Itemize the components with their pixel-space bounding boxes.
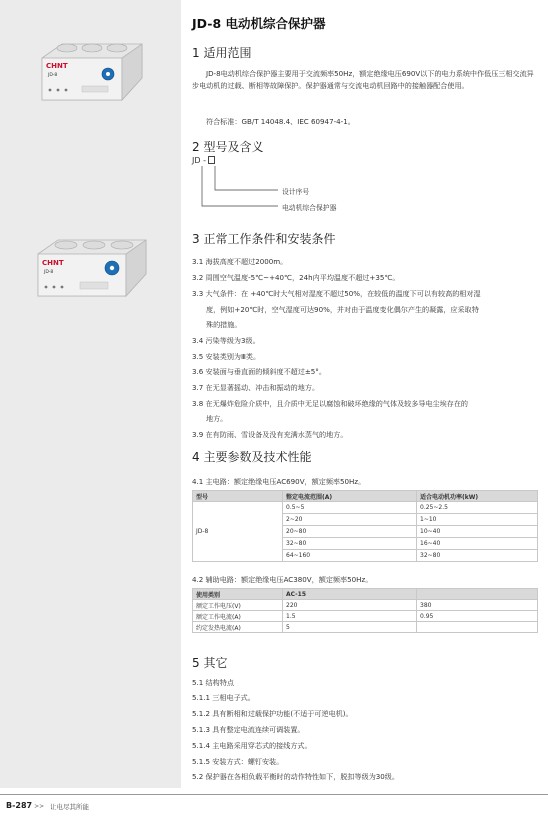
- model-label-product: 电动机综合保护器: [282, 204, 337, 212]
- feature-item: 5.1 结构特点: [192, 678, 234, 687]
- product-image-panel: [0, 0, 181, 788]
- model-placeholder-box: [208, 156, 215, 164]
- table-cell: 32~80: [417, 550, 538, 562]
- page-number: B-287 >>: [6, 801, 45, 810]
- section-4-heading: 4 主要参数及技术性能: [192, 450, 312, 464]
- table-cell: 额定工作电压(V): [193, 600, 283, 611]
- feature-item: 5.1.5 安装方式：螺钉安装。: [192, 757, 284, 766]
- model-explanation-lines: [200, 164, 290, 214]
- section-1-standards: 符合标准：GB/T 14048.4、IEC 60947-4-1。: [206, 117, 355, 126]
- aux-circuit-table: [192, 588, 538, 633]
- table-row: [193, 622, 538, 633]
- table-cell: 380: [417, 600, 538, 611]
- table-row: [193, 600, 538, 611]
- section-3-heading: 3 正常工作条件和安装条件: [192, 232, 336, 246]
- table-cell: 2~20: [283, 514, 417, 526]
- table-cell: 32~80: [283, 538, 417, 550]
- condition-item: 殊的措施。: [206, 320, 242, 329]
- table-cell: 64~160: [283, 550, 417, 562]
- condition-item: 3.7 在无显著摇动、冲击和振动的地方。: [192, 383, 320, 392]
- feature-item: 5.2 保护器在各相负载平衡时的动作特性如下，脱扣等级为30级。: [192, 772, 399, 781]
- feature-item: 5.1.1 三相电子式。: [192, 693, 255, 702]
- condition-item: 3.5 安装类别为Ⅲ类。: [192, 352, 261, 361]
- condition-item: 3.9 在有防雨、雪设备及没有充满水蒸气的地方。: [192, 430, 348, 439]
- condition-item: 3.8 在无爆炸危险介质中，且介质中无足以腐蚀和破坏绝缘的气体及较多导电尘埃存在的: [192, 399, 469, 408]
- condition-item: 度，例如+20℃时，空气湿度可达90%，并对由于温度变化偶尔产生的凝露，应采取特: [206, 305, 479, 314]
- table-cell: 额定工作电流(A): [193, 611, 283, 622]
- footer-slogan: 让电尽其所能: [50, 803, 89, 811]
- svg-text:JD-8: JD-8: [48, 73, 58, 78]
- footer-divider: [0, 794, 548, 795]
- condition-item: 地方。: [206, 414, 228, 423]
- table-cell-model: JD-8: [193, 502, 283, 562]
- table-header-cell: 适合电动机功率(kW): [417, 491, 538, 502]
- table-header-cell: AC-15: [283, 589, 417, 600]
- table-cell: 16~40: [417, 538, 538, 550]
- table-header-cell: 使用类别: [193, 589, 283, 600]
- page-footer: [0, 794, 548, 816]
- condition-item: 3.4 污染等级为3级。: [192, 336, 260, 345]
- table-cell: 10~40: [417, 526, 538, 538]
- condition-item: 3.3 大气条件：在 +40℃时大气相对湿度不超过50%，在较低的温度下可以有较高的相对湿: [192, 289, 481, 298]
- table-cell: 1.5: [283, 611, 417, 622]
- table-header-row: [193, 589, 538, 600]
- table-cell: 220: [283, 600, 417, 611]
- table-1-caption: 4.1 主电路：额定绝缘电压AC690V，额定频率50Hz。: [192, 477, 366, 486]
- condition-item: 3.6 安装面与垂直面的倾斜度不超过±5°。: [192, 367, 326, 376]
- main-circuit-table: [192, 490, 538, 562]
- page-title: JD-8 电动机综合保护器: [192, 16, 326, 31]
- table-cell: 1~10: [417, 514, 538, 526]
- section-1-heading: 1 适用范围: [192, 46, 252, 60]
- table-cell: 20~80: [283, 526, 417, 538]
- feature-item: 5.1.2 具有断相和过载保护功能(不适于可逆电机)。: [192, 709, 353, 718]
- section-1-paragraph: JD-8电动机综合保护器主要用于交流频率50Hz，额定绝缘电压690V以下的电力系统中作低压三相交流异步电动机的过载、断相等故障保护。保护器通常与交流电动机回路中的接触器配合使用。: [192, 69, 534, 90]
- table-header-row: [193, 491, 538, 502]
- protector-device-icon: [22, 232, 162, 302]
- feature-item: 5.1.4 主电路采用穿芯式的接线方式。: [192, 741, 312, 750]
- table-cell: 0.25~2.5: [417, 502, 538, 514]
- table-row: [193, 502, 538, 514]
- svg-text:CHNT: CHNT: [46, 62, 68, 70]
- table-header-cell: 型号: [193, 491, 283, 502]
- section-2-heading: 2 型号及含义: [192, 140, 264, 154]
- double-chevron-icon: >>: [34, 803, 45, 810]
- condition-item: 3.2 周围空气温度-5℃~+40℃，24h内平均温度不超过+35℃。: [192, 273, 400, 282]
- product-photo-1: [22, 38, 162, 108]
- product-photo-2: [22, 232, 162, 302]
- section-5-heading: 5 其它: [192, 656, 228, 670]
- table-cell: 0.5~5: [283, 502, 417, 514]
- table-header-cell: [417, 589, 538, 600]
- table-cell: [417, 622, 538, 633]
- table-row: [193, 611, 538, 622]
- table-cell: 约定发热电流(A): [193, 622, 283, 633]
- svg-text:CHNT: CHNT: [42, 259, 64, 267]
- table-cell: 5: [283, 622, 417, 633]
- table-cell: 0.95: [417, 611, 538, 622]
- model-prefix: JD -: [192, 156, 206, 165]
- condition-item: 3.1 海拔高度不超过2000m。: [192, 257, 288, 266]
- table-2-caption: 4.2 辅助电路：额定绝缘电压AC380V，额定频率50Hz。: [192, 575, 373, 584]
- svg-text:JD-8: JD-8: [44, 270, 54, 275]
- feature-item: 5.1.3 具有整定电流连续可调装置。: [192, 725, 305, 734]
- protector-device-icon: [22, 38, 162, 108]
- model-label-design: 设计序号: [282, 188, 310, 196]
- table-header-cell: 整定电流范围(A): [283, 491, 417, 502]
